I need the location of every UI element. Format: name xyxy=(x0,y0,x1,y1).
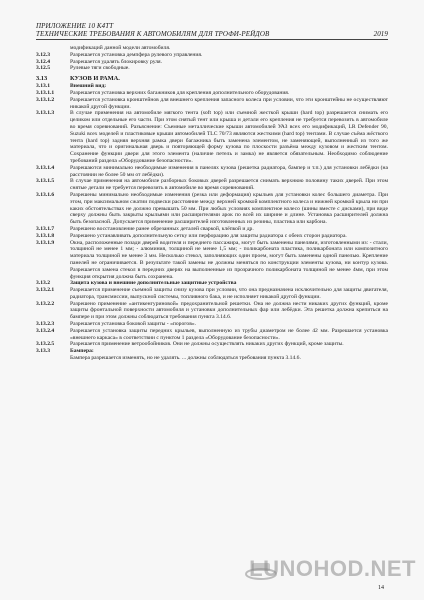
clause-text: модификаций данной модели автомобиля. xyxy=(70,45,171,51)
clause-number: 3.12.5 xyxy=(36,65,50,72)
clause-number: 3.13.1.6 xyxy=(36,191,55,198)
clause-row xyxy=(36,110,388,164)
clause-number: 3.13.3 xyxy=(36,348,50,355)
clause-number: 3.13.2.1 xyxy=(36,287,55,294)
clause-number: 3.13.1.8 xyxy=(36,232,55,239)
page-number: 14 xyxy=(378,585,384,591)
clause-number: 3.13.2.3 xyxy=(36,321,55,328)
clause-row xyxy=(36,226,388,233)
clause-text: Окна, расположенные позади дверей водителя и переднего пассажира, могут быть заменены панелями, изготовленными из: - стали, толщиной не менее 1 мм; - алюминия, толщиной не менее 1,5 мм; - поликарбоната пластика, поликарбоната или композитного материала толщиной не менее 3 мм. Несколько стекол, заполняющих один проем, могут быть заменены одной панелью. Крепление панелей не ограничивается. В результате такой замены не должны меняться по конструкции элементы кузова, ни контур кузова. Разрешается замена стекол в передних дверях на выполненные из прозрачного поликарбоната толщиной не менее 4мм, при этом функция открытия должна быть сохранена. xyxy=(70,239,388,280)
clause-text: Рулевые тяги свободные. xyxy=(70,65,130,72)
clause-number: 3.13.1.2 xyxy=(36,96,55,103)
clause-number: 3.13.2.4 xyxy=(36,327,55,334)
clause-number: 3.13.1 xyxy=(36,83,50,90)
clause-text: Разрешается удалять блокировку руля. xyxy=(70,58,163,65)
clause-number: 3.13.1.5 xyxy=(36,178,55,185)
clause-number: 3.13.1.7 xyxy=(36,225,55,232)
clause-row xyxy=(36,165,388,179)
clause-row xyxy=(36,321,388,328)
clause-row xyxy=(36,90,388,97)
header-title: ТЕХНИЧЕСКИЕ ТРЕБОВАНИЯ К АВТОМОБИЛЯМ ДЛЯ ТРОФИ-РЕЙДОВ xyxy=(36,30,270,38)
clause-row xyxy=(36,52,388,59)
header-line-2 xyxy=(36,30,388,40)
header-year: 2019 xyxy=(373,30,388,38)
clause-number xyxy=(36,45,70,52)
watermark-text: LUNOHOD.NET xyxy=(249,556,416,581)
clause-number: 3.13.1.4 xyxy=(36,164,55,171)
clause-row xyxy=(36,301,388,321)
clause-text: Разрешаются минимально необходимые изменения в панелях кузова (решетка радиатора, бампер и т.п.) для установки лебёдки (на расстоянии не более 50 мм от лебёдки). xyxy=(70,164,388,178)
top-rows xyxy=(36,45,388,72)
clause-row xyxy=(36,65,388,72)
clause-text: Разрешается установка демпфера рулевого управления. xyxy=(70,51,203,58)
clause-text: Бампера: xyxy=(70,348,94,355)
clause-row xyxy=(36,83,388,90)
section-number: 3.13 xyxy=(36,75,48,83)
clause-text: Бампера разрешается изменять, но не удалять. ... должны соблюдаться требования пункта 3.14.6. xyxy=(70,355,301,362)
clause-text: Разрешается установка верхних багажников для крепления дополнительного оборудования. xyxy=(70,89,290,96)
clause-number: 3.12.4 xyxy=(36,58,50,65)
clause-text: Разрешено устанавливать дополнительную сетку или перфорацию для защиты радиатора с обеих сторон радиатора. xyxy=(70,232,347,239)
clause-number: 3.13.2.5 xyxy=(36,341,55,348)
clause-text: Внешний вид: xyxy=(70,83,107,90)
clause-number: 3.13.1.3 xyxy=(36,110,55,117)
clause-text: Защита кузова и внешние дополнительные защитные устройства xyxy=(70,280,237,287)
clause-number: 3.13.1.9 xyxy=(36,239,55,246)
clause-row xyxy=(36,287,388,301)
clause-text: В случае применения на автомобиле мягкого тента (soft top) или съемной жесткой крыши (hard top) разрешается снимать его целиком или отдельные его части. При этом снятый тент или крыша и детали его крепления не требуется перевозить в автомобиле во время соревнований. Разъяснение: Съемные металлические крыши автомобилей УАЗ всех его модификаций, LR Defender 90, Suzuki всех моделей и пластиковые крыши автомобилей TLC 70/73 являются жесткими (hard top) тентами. В случае съёма жёсткого тента (hard top) задняя верхняя рамка двери багажника быть заменена элементом, не заменяющей, выполненный из того же материала, что и оригинальная дверь и повторяющей форму кузова по плоскости разъёма между кузовом и жестким тентом. Сохранение функции двери для этого элемента (наличие петель и замка) не является обязательным. Необходимо соблюдение требований раздела «Оборудование безопасности». xyxy=(70,110,388,164)
clause-row xyxy=(36,97,388,111)
section-heading xyxy=(36,75,388,83)
clause-number: 3.13.1.1 xyxy=(36,89,55,96)
clause-text: Разрешается установка защиты передних крыльев, выполненную из трубы диаметром не более 42 мм. Разрешается установка «внешнего каркаса» в соответствии с пунктом 1 раздела «Оборудование безопасности». xyxy=(70,327,388,341)
clause-text: Разрешены минимально необходимые изменения (резка или деформация) крыльев для установки колес большего диаметра. При этом, при максимальном сжатии подвески расстояние между верхней кромкой комплектного колеса и нижней кромкой крыла ни при каких обстоятельствах не должно превышать 50 мм. При любых условиях комплектное колесо (шины вместе с дисками), при виде сверху должны быть закрыты крыльями или расширителями арок по всей их ширине и длине. Установка расширителей должна быть безопасной. Допускается применение расширителей изготовленных из резины, пластика или карбона. xyxy=(70,191,388,226)
clause-row xyxy=(36,45,388,52)
clause-row xyxy=(36,178,388,192)
clause-row xyxy=(36,341,388,348)
clause-row xyxy=(36,240,388,281)
clause-number: 3.13.2.2 xyxy=(36,300,55,307)
clause-text: Разрешено применение «антикенгуриновой» предохранительной решетки. Она не должна нести никаких других функций, кроме защиты фронтальной поверхности автомобиля и установки дополнительных фар или лебёдки. Эта решетка должна крепиться на бампере и при этом должны соблюдаться требования пункта 3.14.6. xyxy=(70,300,388,321)
clause-text: Разрешается применение съемной защиты снизу кузова при условии, что она предназначена исключительно для защиты двигателя, радиатора, трансмиссии, выпускной системы, топливного бака, и не исполняет никакой другой функции. xyxy=(70,287,388,300)
header-line-1: ПРИЛОЖЕНИЕ 10 К4ТТ xyxy=(36,22,114,30)
clause-list xyxy=(36,83,388,362)
clause-text: Разрешено восстановление ранее обрезанных деталей сваркой, клёпкой и др. xyxy=(70,225,254,232)
clause-row xyxy=(36,355,388,362)
clause-number: 3.13.2 xyxy=(36,280,50,287)
clause-number: 3.12.3 xyxy=(36,51,50,58)
clause-row xyxy=(36,192,388,226)
clause-number xyxy=(36,355,70,362)
clause-row xyxy=(36,328,388,342)
clause-text: Разрешается применение ветрообойников. Они не должны осуществлять никаких других функций, кроме защиты. xyxy=(70,341,344,348)
section-title: КУЗОВ И РАМА. xyxy=(70,75,120,83)
clause-text: В случае применения на автомобиле разборных боковых дверей разрешается снимать верхнюю половину таких дверей. При этом снятые детали не требуется перевозить в автомобиле во время соревнований. xyxy=(70,178,388,192)
clause-row xyxy=(36,233,388,240)
clause-text: Разрешается установка кронштейнов для внешнего крепления запасного колеса при условии, что эти кронштейны не осуществляют никакой другой функции. xyxy=(70,96,388,110)
clause-text: Разрешается установка боковой защиты - «порогов». xyxy=(70,321,197,328)
